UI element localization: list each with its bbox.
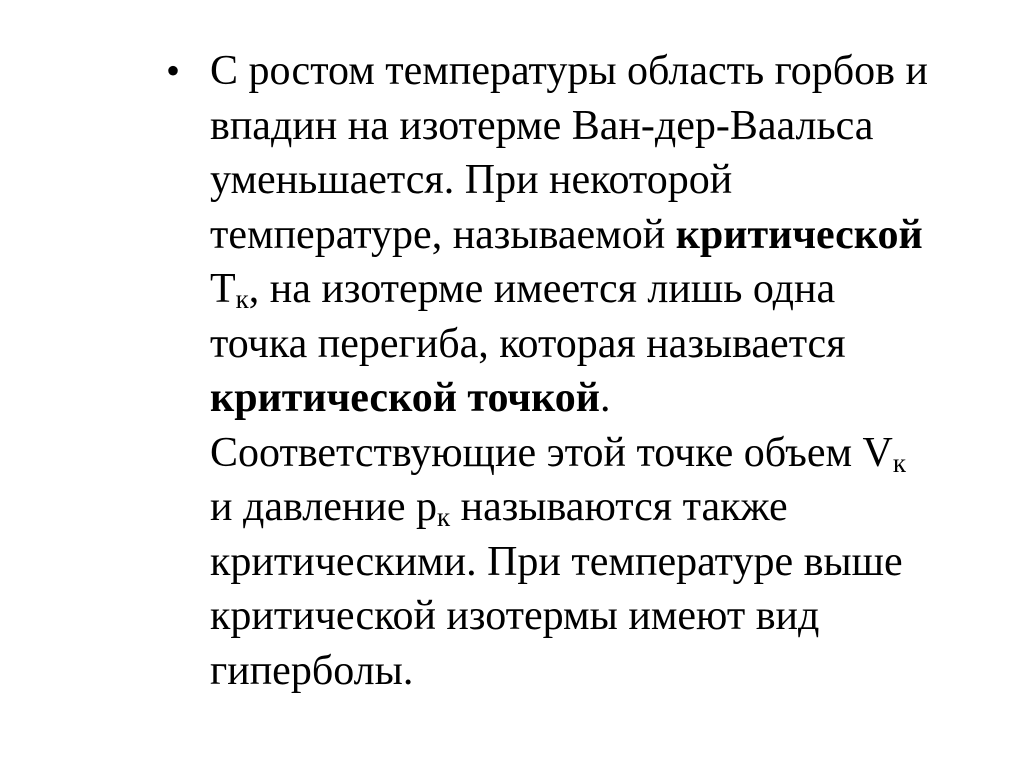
text-line-3: уменьшается. При некоторой [210, 157, 733, 203]
subscript-k-v: к [892, 447, 906, 478]
text-line-11: критической изотермы имеют вид [210, 593, 820, 639]
subscript-k-p: к [436, 502, 451, 532]
text-line-4-plain: температуре, называемой [210, 211, 676, 258]
bullet-marker: • [166, 48, 181, 93]
text-line-9-plain: и давление p [210, 484, 437, 530]
text-line-6: точка перегиба, которая называется [210, 320, 846, 367]
text-line-9-rest: называются также [450, 484, 788, 530]
text-line-7 [210, 371, 1006, 426]
text-line-7-period: . [599, 375, 611, 421]
text-line-5 [210, 262, 1006, 317]
bullet-list [166, 44, 1006, 698]
text-line-5-rest: , на изотерме имеется лишь одна [248, 266, 836, 312]
text-line-10: критическими. При температуре выше [210, 538, 903, 585]
text-line-4 [210, 208, 1006, 263]
text-line-12: гиперболы. [210, 647, 414, 694]
symbol-t: T [210, 266, 236, 312]
text-line-2: впадин на изотерме Ван-дер-Ваальса [210, 102, 874, 149]
text-line-8 [210, 426, 1006, 481]
subscript-k-t: к [235, 284, 249, 314]
text-line-1: С ростом температуры область горбов и [210, 48, 928, 94]
term-critical: критической [675, 211, 923, 258]
bullet-text [210, 44, 1006, 698]
term-critical-point: критической точкой [210, 375, 600, 421]
text-line-9 [210, 480, 1006, 535]
bullet-item [166, 44, 1006, 698]
text-line-8-plain: Соответствующие этой точке объем V [210, 429, 893, 476]
